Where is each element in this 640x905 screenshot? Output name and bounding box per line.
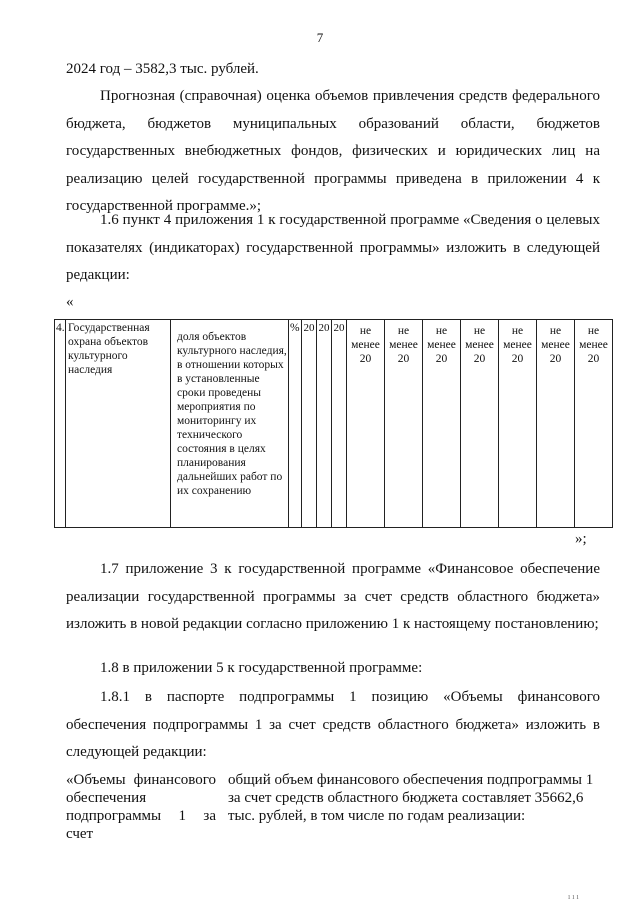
cell-value-7: не менее 20 (575, 320, 613, 528)
indicator-table (54, 319, 613, 528)
cell-year-2: 20 (317, 320, 332, 528)
quote-open: « (66, 294, 74, 310)
cell-indicator-description: доля объектов культурного наследия, в отношении которых в установленные сроки проведены мероприятия по мониторингу их технического состояния в целях планирования дальнейших работ по их сохранению (171, 320, 289, 528)
cell-value-3: не менее 20 (423, 320, 461, 528)
scan-stamp: ııı (568, 892, 581, 901)
cell-value-1: не менее 20 (347, 320, 385, 528)
passport-position-label: «Объемы финансового обеспечения подпрограммы 1 за счет (66, 772, 216, 842)
cell-value-5: не менее 20 (499, 320, 537, 528)
cell-subprogram-name: Государственная охрана объектов культурного наследия (66, 320, 171, 528)
cell-number: 4. (55, 320, 66, 528)
paragraph-1-8: 1.8 в приложении 5 к государственной программе: (100, 660, 423, 676)
cell-value-2: не менее 20 (385, 320, 423, 528)
page-number: 7 (316, 30, 324, 45)
cell-value-6: не менее 20 (537, 320, 575, 528)
paragraph-1-8-1: 1.8.1 в паспорте подпрограммы 1 позицию «Объемы финансового обеспечения подпрограммы 1 за счет средств областного бюджета» изложить в следующей редакции: (66, 689, 600, 760)
cell-unit: % (289, 320, 302, 528)
paragraph-1-7: 1.7 приложение 3 к государственной программе «Финансовое обеспечение реализации государственной программы за счет средств областного бюджета» изложить в новой редакции согласно приложению 1 к настоящему постановлению; (66, 561, 600, 632)
paragraph-2024-amount: 2024 год – 3582,3 тыс. рублей. (66, 61, 259, 77)
paragraph-1-6: 1.6 пункт 4 приложения 1 к государственной программе «Сведения о целевых показателях (индикаторах) государственной программы» изложить в следующей редакции: (66, 212, 600, 283)
cell-value-4: не менее 20 (461, 320, 499, 528)
cell-year-3: 20 (332, 320, 347, 528)
cell-year-1: 20 (302, 320, 317, 528)
passport-position-value: общий объем финансового обеспечения подпрограммы 1 за счет средств областного бюджета составляет 35662,6 тыс. рублей, в том числе по годам реализации: (228, 772, 594, 824)
table-row (55, 320, 613, 528)
quote-close: »; (575, 531, 587, 547)
paragraph-forecast: Прогнозная (справочная) оценка объемов привлечения средств федерального бюджета, бюджетов муниципальных образований области, бюджетов государственных внебюджетных фондов, физических и юридических лиц на реализацию целей государственной программы приведена в приложении 4 к государственной программе.»; (66, 88, 600, 214)
